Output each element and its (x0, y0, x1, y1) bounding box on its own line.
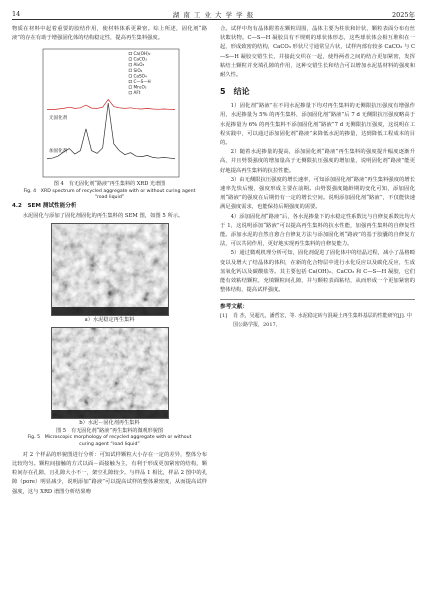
legend-label: SiO₂ (133, 68, 142, 74)
section-4-2-heading: 4.2 SEM 测试性能分析 (12, 203, 77, 210)
right-column (220, 25, 415, 329)
xrd-chart (35, 45, 185, 181)
conclusion-4: 4）添加固化剂“路液”后，各水泥掺量下的水稳定性系数比与自修复系数比均大于 1，这说明添加“路液”可以提高再生集料的抗水性能，加强再生集料的自修复性能。添加水泥的自然自愈合自修复方法与添加固化剂“路液”的基于胶囊的自修复方法，可以共同作用，更好地实现再生集料的自修复能力。 (220, 213, 415, 248)
legend-label: CaCO₃ (133, 57, 147, 63)
sem-caption-b: b）水泥－固化剂再生集料 (79, 420, 140, 427)
sem-image-a (51, 223, 169, 316)
legend-marker (129, 86, 132, 89)
legend-label: Ca(OH)₂ (133, 51, 150, 57)
legend-marker (129, 69, 132, 72)
header-rule (12, 19, 415, 20)
chart-legend (129, 51, 151, 95)
figure-4-caption-en: Fig. 4 XRD spectrum of recycled aggregate with or without curing agent “road liquid” (23, 188, 196, 200)
sem-texture-b (52, 328, 168, 418)
legend-marker (129, 58, 132, 61)
figure-5-caption-cn: 图 5 有无固化剂“路液”再生集料的微观形貌图 (56, 428, 163, 435)
sem-texture-a (52, 224, 168, 315)
paragraph-sem-intro: 水泥固化与添加了固化剂固化的再生集料的 SEM 图，如图 5 所示。 (22, 213, 184, 220)
series-label-bottom: 加固化剂 (48, 149, 67, 155)
reference-number: [1] (220, 313, 228, 320)
reference-item (220, 312, 415, 329)
legend-marker (129, 81, 132, 84)
xrd-series-line (47, 100, 175, 110)
series-label-top: 无固化剂 (48, 116, 67, 122)
legend-label: AFt (133, 90, 140, 96)
sem-image-b (51, 327, 169, 419)
paragraph-top-right: 合。试样中均有晶体附着在颗粒周围，晶体主要为柱状和针状，颗粒表面分布有丝状絮状物。C—S—H 凝胶具有不规则的球状体形态，这些球状体会相互堆积在一起，形成致密的结构，CaCO₃ 形状尺寸通常呈片状，试样内部有较多 CaCO₃ 与 C—S—H 凝胶交错生长，并接此交织在一起，使得两者之间的结合更加紧密，发挥粘结土颗粒并充填孔隙的作用，这种交错生长和结合可以增加水泥基材料的强度和耐久性。 (220, 26, 415, 79)
section-5-heading: 5 结论 (220, 87, 250, 97)
legend-marker (129, 53, 132, 56)
legend-marker (129, 64, 132, 67)
conclusion-1: 1）固化剂“路液”在不同水泥掺量下均对再生集料的无侧限抗压强度有增强作用，水泥掺量为 5% 的再生集料，添加固化剂“路液”后 7 d 无侧限抗压强度略高于水泥掺量为 6% 的再生集料不添加固化剂“路液”7 d 无侧限抗压强度，这说明在工程实践中，可以通过添加固化剂“路液”来降低水泥的掺量，达到降低工程成本的目的。 (220, 103, 415, 147)
journal-name: 湖 南 工 业 大 学 学 报 (172, 11, 255, 19)
figure-4-caption-cn: 图 4 有无固化剂“路液”再生集料的 XRD 光谱图 (53, 181, 166, 188)
legend-label: Mn₂O₃ (133, 85, 146, 91)
legend-label: CaSO₄ (133, 73, 147, 79)
legend-marker (129, 92, 132, 95)
references-heading: 参考文献： (220, 299, 415, 312)
conclusion-5: 5）通过微观机理分析可知，固化剂促进了固化体中的结晶过程，减小了晶格畸变以及增大了结晶体的体积，在新的化合物层中进行水化反应以及碳化反应，生成氢氧化钙以及碳酸盐等。其主要包括 Ca(OH)₂、CaCO₃ 和 C—S—H 凝胶，它们能有效粘结颗粒，充填颗粒间孔隙，并与颗粒表面粘结，从而形成一个更加紧密的整体结构，提高试样强度。 (220, 250, 415, 294)
issue-year: 2025年 (391, 11, 415, 19)
figure-4 (35, 45, 185, 181)
legend-label: Al₂O₃ (133, 62, 144, 68)
conclusion-2: 2）随着水泥掺量的提高，添加固化剂“路液”再生集料的强度提升幅度逐渐升高，并且劈裂强度的增加量高于无侧限抗压强度的增加量，说明固化剂“路液”能更好地提高再生集料的抗拉性能。 (220, 149, 415, 174)
reference-text: 肖 杰，吴超凡，潘哲宏，等. 水泥稳定砖与混凝土再生集料基层的性能研究[J]. 中国公路学报，2017, (233, 313, 412, 328)
conclusion-3: 3）由无侧限抗压强度的增长速率，可知添加固化剂“路液”再生集料强度的增长速率先快后慢，强度形成主要在前期。由劈裂强度随龄期的变化可知，添加固化剂“路液”的强度在后期仍有一定的增长空间。说明添加固化剂“路液”，不仅能快速满足强度需求，也能保持后期强度的需要。 (220, 176, 415, 211)
paragraph-top-left: 物质在材料中起着重要的胶结作用，使材料体系更紧密。综上所述，固化剂“路液”的存在有助于增强固化体的结构稳定性，提高再生集料强度。 (12, 26, 207, 42)
page-number: 14 (12, 10, 21, 18)
paragraph-bottom-left: 对 2 个样品的形貌图进行分析：可知试样颗粒大小存在一定的差异，整体分布比较均匀。颗粒间接触的方式以面－面接触为主，有利于形成更加紧密的结构，颗粒间存在孔隙，且孔隙大小不一，架空孔隙较少。与样品 1 相比，样品 2 图中的孔隙（pore）明显减少，说明添加“路液”可以提高试样的整体紧密度，从而提高试样强度，这与 XRD 谱图分析结果吻 (12, 451, 207, 495)
left-column (12, 25, 207, 497)
legend-label: C—S—H (133, 79, 151, 85)
sem-caption-a: a）水泥稳定再生集料 (84, 317, 135, 324)
legend-marker (129, 75, 132, 78)
figure-5-caption-en: Fig. 5 Microscopic morphology of recycled aggregate with or without curing agent “road liquid” (27, 435, 192, 447)
